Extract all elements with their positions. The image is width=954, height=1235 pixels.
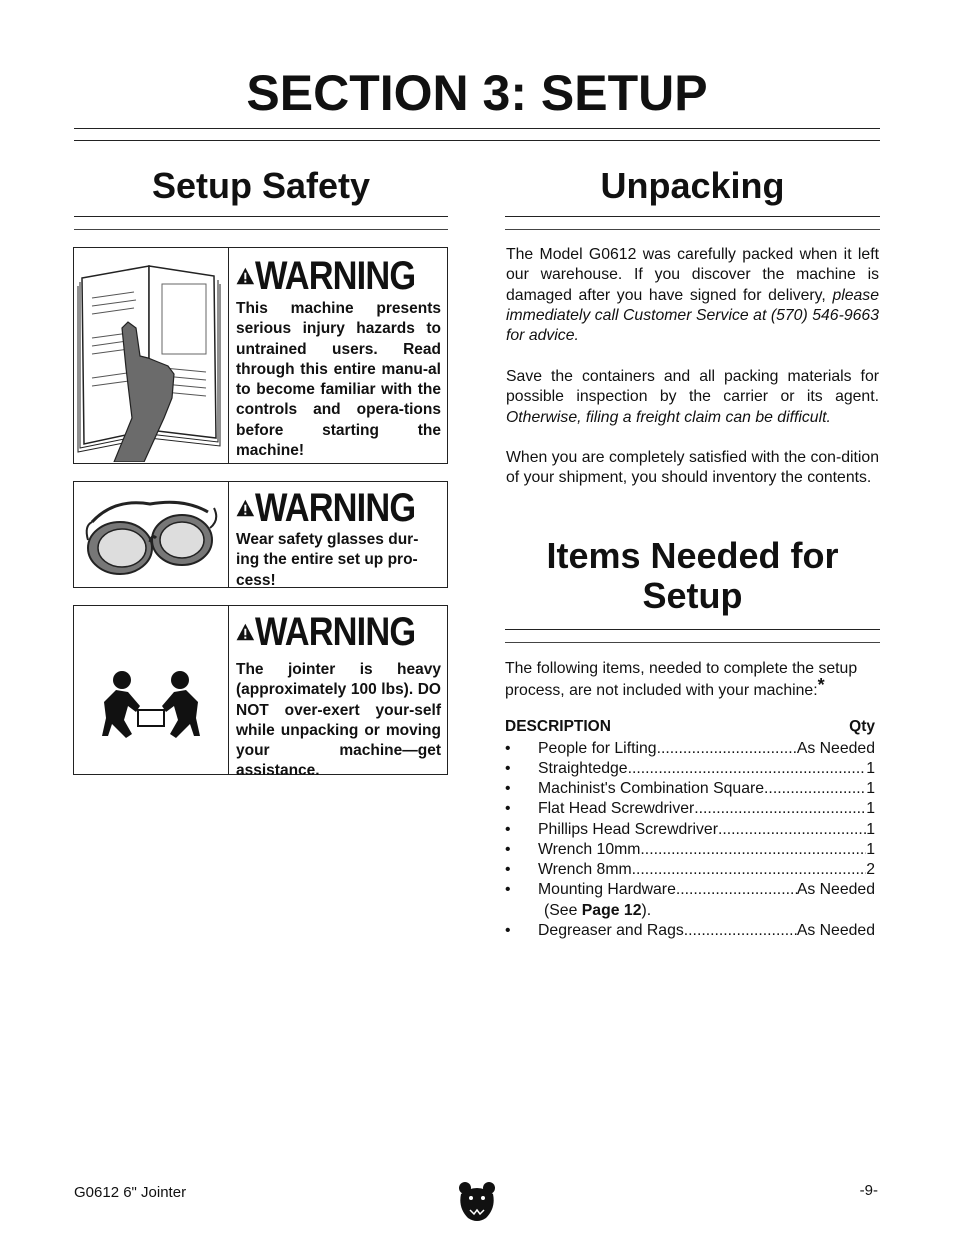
unpacking-rule-bottom: [505, 229, 880, 230]
unpacking-p2-text: Save the containers and all packing materials for possible inspection by the carrier or its agent.: [506, 368, 879, 406]
bullet: •: [505, 800, 511, 817]
unpacking-paragraph-1: [506, 245, 879, 346]
two-person-lift-icon: [74, 606, 229, 774]
bullet: •: [505, 760, 511, 777]
item-name: Mounting Hardware: [538, 881, 676, 898]
bullet: •: [505, 881, 511, 898]
warning-box-manual: [73, 247, 448, 464]
item-name: Wrench 8mm: [538, 861, 632, 878]
note-page-ref: Page 12: [581, 902, 642, 919]
leader-dots: [676, 880, 797, 900]
warning-label: WARNING: [254, 610, 415, 654]
safety-glasses-icon: [74, 482, 229, 587]
leader-dots: [628, 759, 867, 779]
bullet: •: [505, 922, 511, 939]
note-pre: (See: [544, 902, 578, 919]
unpacking-p1-text: The Model G0612 was carefully packed when it left our warehouse. If you discover the machine is damaged after you have signed for delivery,: [506, 246, 879, 304]
item-name: Flat Head Screwdriver: [538, 800, 695, 817]
warning-triangle-icon: [236, 259, 255, 293]
section-title: SECTION 3: SETUP: [246, 65, 708, 121]
list-item: [505, 840, 875, 860]
unpacking-rule-top: [505, 216, 880, 217]
item-qty: 1: [866, 760, 875, 777]
warning-header: [236, 610, 441, 654]
unpacking-p1-italic: please immediately call Customer Service at (570) 546-9663 for advice.: [506, 286, 879, 345]
warning-header: [236, 486, 441, 530]
items-rule-bottom: [505, 642, 880, 643]
unpacking-paragraph-3: When you are completely satisfied with the con-dition of your shipment, you should inventory the contents.: [506, 449, 879, 487]
list-item: [505, 779, 875, 799]
list-item: [505, 880, 875, 900]
warning-label: WARNING: [254, 486, 415, 530]
item-name: Degreaser and Rags: [538, 922, 684, 939]
warning-triangle-icon: [236, 491, 255, 525]
item-qty: 1: [866, 821, 875, 838]
warning-text: This machine presents serious injury hazards to untrained users. Read through this entire manu-al to become familiar with the controls and opera-tions before starting the machine!: [236, 300, 441, 460]
items-intro: [505, 659, 881, 702]
leader-dots: [657, 739, 797, 759]
items-needed-heading-line1: Items Needed for: [546, 535, 839, 576]
items-table-header: [505, 718, 875, 736]
note-post: ).: [641, 902, 652, 919]
item-qty: As Needed: [796, 922, 875, 939]
leader-dots: [684, 921, 797, 941]
bullet: •: [505, 861, 511, 878]
item-name: Machinist's Combination Square: [538, 780, 765, 797]
list-item: [505, 820, 875, 840]
col-qty: Qty: [849, 718, 875, 735]
item-name: People for Lifting: [538, 740, 657, 757]
list-item: [505, 759, 875, 779]
item-qty: As Needed: [796, 740, 875, 757]
items-intro-text: The following items, needed to complete the setup process, are not included with your machine:: [505, 660, 858, 700]
unpacking-paragraph-2: [506, 367, 879, 428]
warning-box-glasses: [73, 481, 448, 588]
items-needed-heading: [505, 536, 880, 616]
list-item: [505, 860, 875, 880]
item-qty: 1: [866, 780, 875, 797]
leader-dots: [640, 840, 866, 860]
bullet: •: [505, 841, 511, 858]
bear-logo-icon: [456, 1180, 498, 1227]
leader-dots: [718, 820, 866, 840]
warning-triangle-icon: [236, 615, 255, 649]
list-item: [505, 799, 875, 819]
warning-text: Wear safety glasses dur-ing the entire set up pro-cess!: [236, 531, 419, 589]
warning-header: [236, 254, 441, 298]
footer-model: G0612 6" Jointer: [74, 1184, 187, 1201]
manual-reading-icon: [74, 248, 229, 463]
item-name: Wrench 10mm: [538, 841, 641, 858]
bullet: •: [505, 821, 511, 838]
item-qty: 2: [866, 861, 875, 878]
item-qty: 1: [866, 800, 875, 817]
leader-dots: [764, 779, 866, 799]
item-name: Phillips Head Screwdriver: [538, 821, 718, 838]
footer-page-number: -9-: [859, 1182, 878, 1199]
items-rule-top: [505, 629, 880, 630]
warning-label: WARNING: [254, 254, 415, 298]
items-needed-heading-line2: Setup: [642, 575, 743, 616]
asterisk: *: [817, 675, 825, 696]
warning-text: The jointer is heavy (approximately 100 lbs). DO NOT over-exert your-self while unpacking or moving your machine—get assistance.: [236, 661, 441, 780]
title-rule-top: [74, 128, 880, 129]
setup-safety-rule-top: [74, 216, 448, 217]
bullet: •: [505, 780, 511, 797]
leader-dots: [694, 799, 866, 819]
unpacking-heading: Unpacking: [600, 165, 785, 206]
leader-dots: [632, 860, 867, 880]
item-qty: 1: [866, 841, 875, 858]
setup-safety-heading: Setup Safety: [151, 165, 371, 206]
col-description: DESCRIPTION: [505, 718, 611, 735]
unpacking-p2-italic: Otherwise, filing a freight claim can be difficult.: [506, 408, 831, 426]
item-name: Straightedge: [538, 760, 628, 777]
setup-safety-rule-bottom: [74, 229, 448, 230]
warning-box-lifting: [73, 605, 448, 780]
list-item: [505, 739, 875, 759]
list-item: [505, 921, 875, 941]
item-qty: As Needed: [796, 881, 875, 898]
title-rule-bottom: [74, 140, 880, 141]
mounting-hardware-note: [505, 901, 875, 921]
bullet: •: [505, 740, 511, 757]
